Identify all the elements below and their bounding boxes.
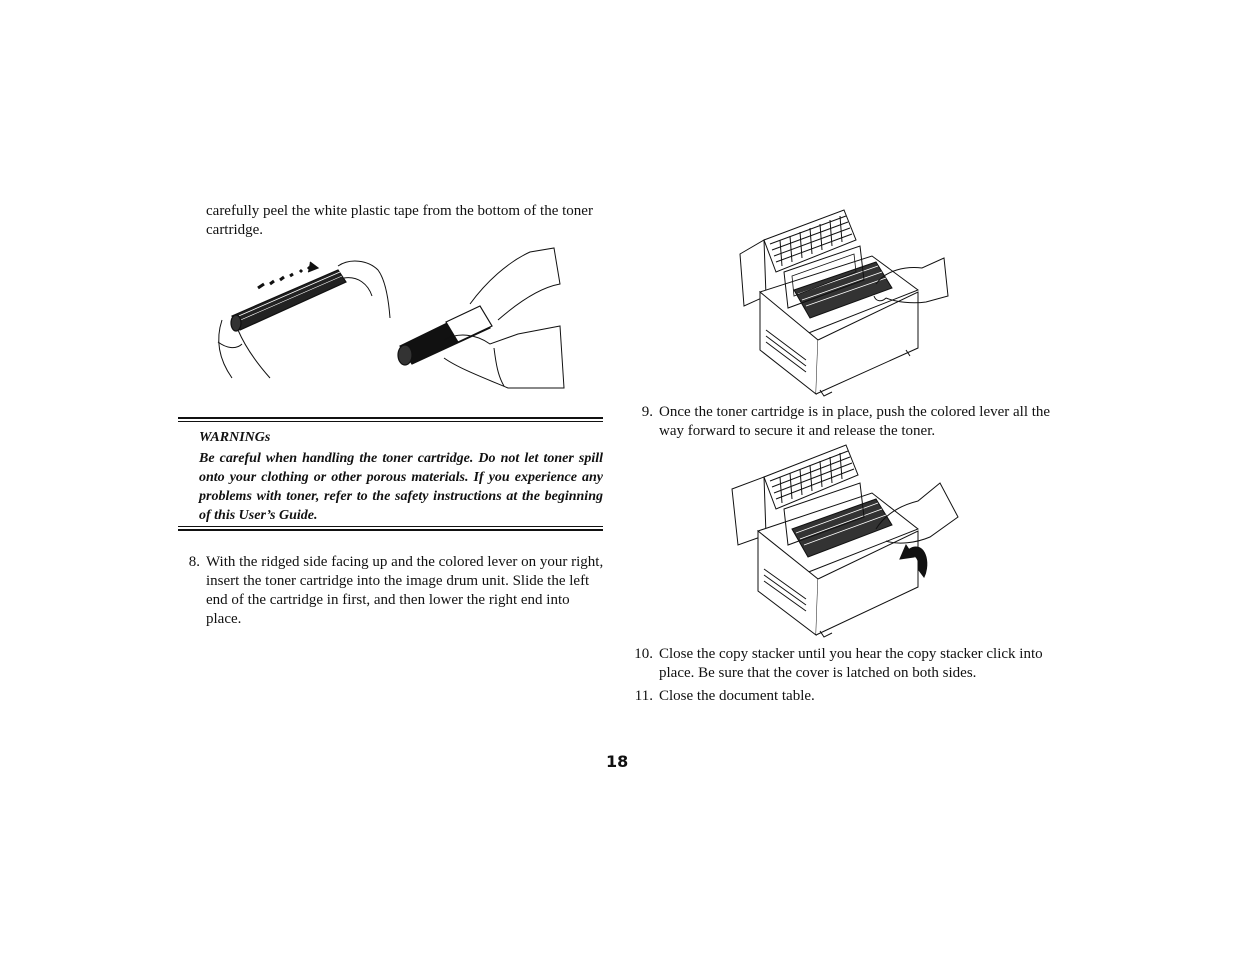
warning-body: Be careful when handling the toner cartridge. Do not let toner spill onto your clothing or other porous materials. If you experience any problems with toner, refer to the safety instructions at the beginning of this User’s Guide. [199,451,603,523]
toner-tape-illustration [208,248,568,396]
step-number: 11. [634,688,653,704]
step-text: Close the copy stacker until you hear the copy stacker click into place. Be sure that the cover is latched on both sides. [659,646,1043,681]
step-text: Close the document table. [659,688,815,704]
step-number: 10. [634,646,653,662]
toner-cartridge-left [231,262,346,331]
step-number: 9. [641,404,653,420]
warning-bottom-rule [178,529,603,531]
intro-paragraph: carefully peel the white plastic tape from the bottom of the toner cartridge. [206,203,593,238]
step-text: Once the toner cartridge is in place, push the colored lever all the way forward to secure it and release the toner. [659,404,1051,439]
warning-title: WARNINGs [199,430,271,445]
step-number: 8. [188,554,200,570]
step-text: With the ridged side facing up and the colored lever on your right, insert the toner cartridge into the image drum unit. Slide the left end of the cartridge in first, and then lower the right end into place. [206,554,604,627]
warning-top-rule [178,417,603,419]
printer-open-illustration-1 [736,210,950,396]
printer-open-illustration-2 [730,445,962,637]
warning-bottom-rule-thin [178,526,603,527]
page-number: 18 [606,752,629,771]
warning-top-rule-thin [178,421,603,422]
toner-cartridge-right [398,306,492,365]
